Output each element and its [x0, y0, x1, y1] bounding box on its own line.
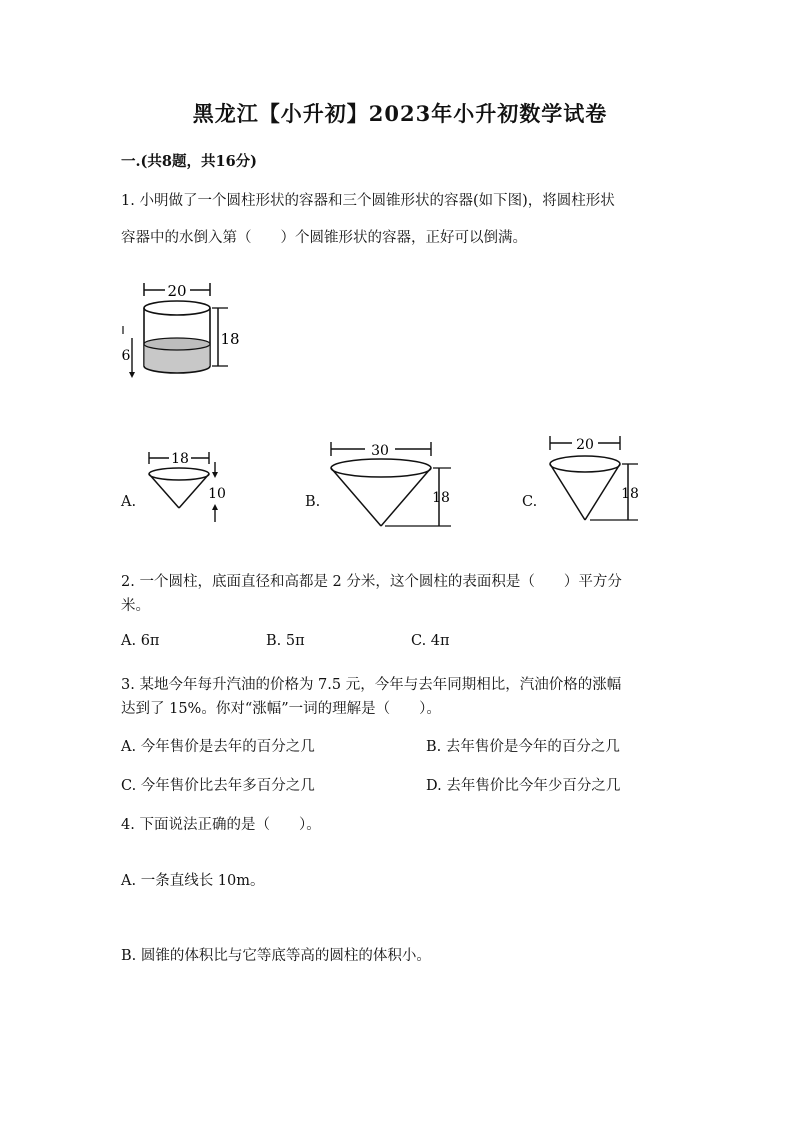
- question-1-line-2: 容器中的水倒入第（ ）个圆锥形状的容器，正好可以倒满。: [121, 230, 527, 246]
- page-title: 黑龙江【小升初】2023年小升初数学试卷: [192, 101, 608, 126]
- option-b-label: B.: [305, 494, 321, 510]
- q2-option-c: C. 4π: [411, 633, 450, 649]
- cone-a-height-label: 10: [208, 486, 226, 502]
- cone-c-diameter-label: 20: [576, 437, 594, 453]
- q4-option-b: B. 圆锥的体积比与它等底等高的圆柱的体积小。: [121, 948, 431, 964]
- option-a-label: A.: [121, 494, 137, 510]
- cylinder-height-label: 18: [220, 330, 240, 348]
- question-2-line-1: 2. 一个圆柱，底面直径和高都是 2 分米，这个圆柱的表面积是（ ）平方分: [121, 574, 622, 590]
- q3-option-d: D. 去年售价比今年少百分之几: [426, 778, 621, 794]
- cone-b-diameter-label: 30: [371, 443, 389, 459]
- q2-option-a: A. 6π: [121, 633, 160, 649]
- cylinder-figure: [120, 278, 240, 380]
- question-3-line-1: 3. 某地今年每升汽油的价格为 7.5 元，今年与去年同期相比，汽油价格的涨幅: [121, 677, 622, 693]
- q3-option-c: C. 今年售价比去年多百分之几: [121, 778, 315, 794]
- question-4-line-1: 4. 下面说法正确的是（ ）。: [121, 817, 321, 833]
- q4-option-a: A. 一条直线长 10m。: [121, 873, 265, 889]
- cone-b-height-label: 18: [432, 490, 450, 506]
- cylinder-water-label: 6: [121, 348, 131, 364]
- q3-option-a: A. 今年售价是去年的百分之几: [121, 739, 315, 755]
- question-3-line-2: 达到了 15%。你对“涨幅”一词的理解是（ ）。: [121, 701, 441, 717]
- question-1-line-1: 1. 小明做了一个圆柱形状的容器和三个圆锥形状的容器(如下图)，将圆柱形状: [121, 193, 615, 209]
- question-2-line-2: 米。: [121, 598, 150, 614]
- cone-a-figure: [143, 448, 233, 528]
- q2-option-b: B. 5π: [266, 633, 305, 649]
- cone-c-figure: [544, 432, 644, 526]
- cone-b-figure: [323, 438, 455, 530]
- option-c-label: C.: [522, 494, 538, 510]
- q3-option-b: B. 去年售价是今年的百分之几: [426, 739, 620, 755]
- cylinder-diameter-label: 20: [167, 282, 187, 300]
- section-heading: 一.(共8题，共16分): [121, 153, 258, 170]
- cone-a-diameter-label: 18: [171, 451, 189, 467]
- cone-c-height-label: 18: [621, 486, 639, 502]
